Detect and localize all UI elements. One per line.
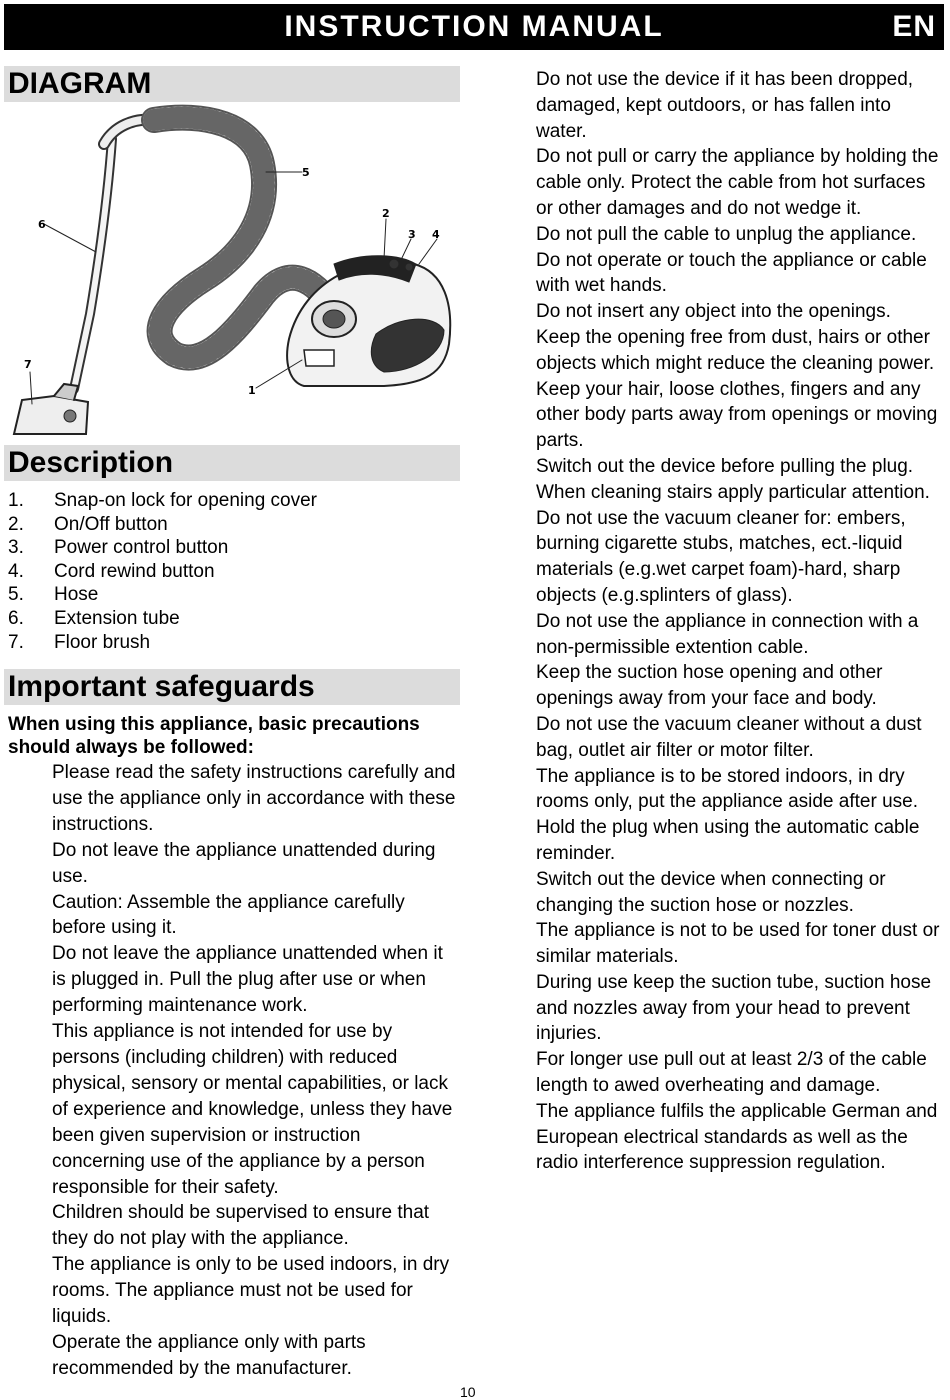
safeguard-item: For longer use pull out at least 2/3 of the cable length to awed overheating and damage. [536, 1049, 927, 1097]
callout-label-6: 6 [38, 218, 46, 231]
callout-label-7: 7 [24, 358, 32, 371]
vacuum-illustration [4, 104, 460, 442]
safeguard-item: The appliance is not to be used for toner dust or similar materials. [536, 920, 940, 968]
safeguard-item: Do not leave the appliance unattended during use. [52, 839, 436, 887]
diagram-heading: DIAGRAM [4, 66, 460, 102]
callout-label-1: 1 [248, 384, 256, 397]
safeguard-item: Do not pull the cable to unplug the appliance. [536, 223, 917, 245]
list-item: 7. Floor brush [8, 631, 151, 653]
safeguard-item: Hold the plug when using the automatic cable reminder. [536, 817, 920, 864]
safeguard-item: Operate the appliance only with parts recommended by the manufacturer. [52, 1331, 366, 1379]
list-item: 4. Cord rewind button [8, 560, 215, 582]
parts-list [8, 489, 458, 654]
safeguard-item: Switch out the device before pulling the plug. [536, 455, 914, 477]
list-item: 1. Snap-on lock for opening cover [8, 490, 317, 511]
description-heading: Description [4, 445, 460, 481]
safeguards-right-column [536, 67, 942, 1176]
safeguard-item: Do not pull or carry the appliance by holding the cable only. Protect the cable from hot surfaces or other damages and do not wedge it. [536, 146, 939, 219]
safeguard-item: Caution: Assemble the appliance carefully before using it. [52, 891, 405, 939]
callout-label-3: 3 [408, 228, 416, 241]
safeguard-item: This appliance is not intended for use by persons (including children) with reduced physical, sensory or mental capabilities, or lack of experience and knowledge, unless they have been given supervision or instruction concerning use of the appliance by a person responsible for their safety. [52, 1021, 453, 1198]
safeguard-item: When cleaning stairs apply particular attention. [536, 481, 930, 503]
safeguard-item: Do not use the vacuum cleaner without a dust bag, outlet air filter or motor filter. [536, 713, 922, 761]
safeguard-item: Please read the safety instructions carefully and use the appliance only in accordance with these instructions. [52, 762, 456, 835]
safeguard-item: Do not use the device if it has been dropped, damaged, kept outdoors, or has fallen into water. [536, 69, 914, 142]
list-item: 5. Hose [8, 584, 99, 606]
safeguard-item: Keep the opening free from dust, hairs or other objects which might reduce the cleaning power. [536, 326, 935, 374]
safeguard-item: The appliance fulfils the applicable German and European electrical standards as well as the radio interference suppression regulation. [536, 1100, 938, 1174]
callout-label-5: 5 [302, 166, 310, 179]
safeguard-item: Do not operate or touch the appliance or cable with wet hands. [536, 249, 927, 297]
list-item: 2. On/Off button [8, 513, 168, 535]
page-number: 10 [460, 1384, 476, 1400]
safeguard-item: Keep your hair, loose clothes, fingers and any other body parts away from openings or moving parts. [536, 378, 938, 452]
safeguard-item: Keep the suction hose opening and other openings away from your face and body. [536, 662, 883, 710]
safeguard-item: The appliance is to be stored indoors, in dry rooms only, put the appliance aside after use. [536, 765, 918, 813]
safeguard-item: Do not use the appliance in connection with a non-permissible extention cable. [536, 610, 919, 658]
header-bar [4, 4, 944, 50]
safeguard-item: Do not use the vacuum cleaner for: embers, burning cigarette stubs, matches, ect.-liquid materials (e.g.wet carpet foam)-hard, sharp objects (e.g.splinters of glass). [536, 507, 906, 606]
list-item: 6. Extension tube [8, 607, 180, 629]
safeguard-item: Children should be supervised to ensure that they do not play with the appliance. [52, 1202, 430, 1250]
safeguards-intro: When using this appliance, basic precautions should always be followed: [8, 714, 420, 758]
safeguards-left-column [52, 760, 457, 1382]
vacuum-diagram [4, 104, 460, 442]
safeguard-item: Switch out the device when connecting or changing the suction hose or nozzles. [536, 868, 886, 916]
safeguards-heading: Important safeguards [4, 669, 460, 705]
safeguard-item: During use keep the suction tube, suction hose and nozzles away from your head to prevent injuries. [536, 971, 932, 1045]
callout-label-2: 2 [382, 207, 390, 220]
list-item: 3. Power control button [8, 537, 229, 559]
language-code: EN [892, 10, 936, 43]
callout-label-4: 4 [432, 228, 440, 241]
manual-title: INSTRUCTION MANUAL [284, 10, 664, 43]
safeguard-item: Do not insert any object into the openings. [536, 301, 891, 323]
safeguard-item: Do not leave the appliance unattended when it is plugged in. Pull the plug after use or when performing maintenance work. [52, 943, 443, 1017]
safeguard-item: The appliance is only to be used indoors, in dry rooms. The appliance must not be used for liquids. [52, 1254, 450, 1328]
